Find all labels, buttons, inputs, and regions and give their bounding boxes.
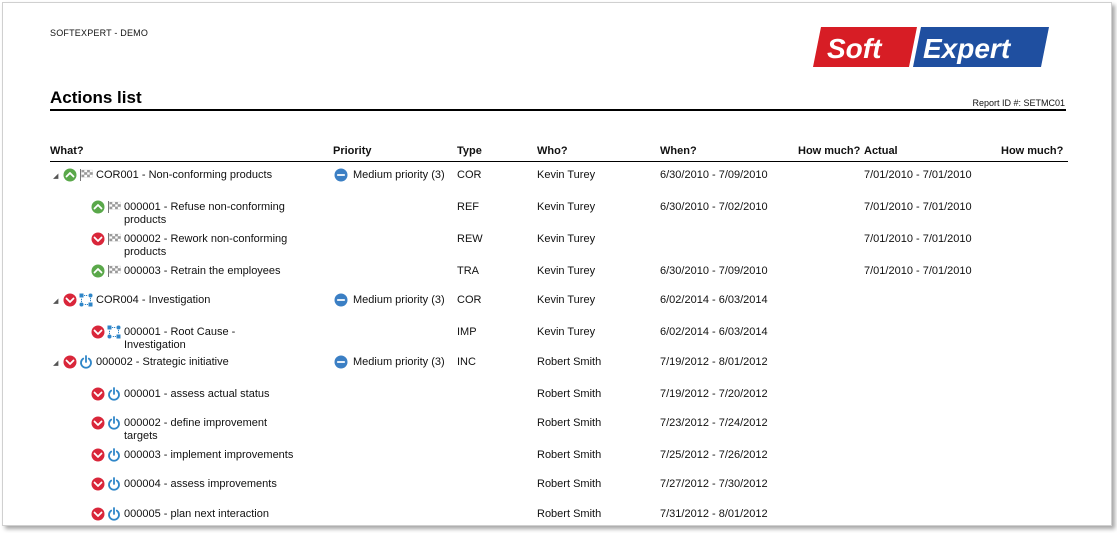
- responsible-value: Robert Smith: [537, 478, 602, 490]
- softexpert-logo: [813, 25, 1053, 71]
- responsible-value: Kevin Turey: [537, 294, 596, 306]
- planned-dates-value: 7/19/2012 - 7/20/2012: [660, 388, 768, 400]
- priority-value: Medium priority (3): [353, 294, 445, 306]
- status-ok-icon: [63, 168, 77, 182]
- action-name[interactable]: 000001 - Refuse non-conforming products: [124, 201, 285, 226]
- report-id: Report ID #: SETMC01: [972, 98, 1065, 108]
- status-late-icon: [91, 416, 105, 430]
- status-late-icon: [63, 355, 77, 369]
- type-value: REF: [457, 201, 479, 213]
- column-header-who: Who?: [537, 145, 568, 157]
- action-name[interactable]: 000001 - assess actual status: [124, 388, 270, 400]
- type-value: REW: [457, 233, 483, 245]
- status-late-icon: [91, 477, 105, 491]
- power-icon: [107, 387, 121, 401]
- action-name[interactable]: 000004 - assess improvements: [124, 478, 277, 490]
- actual-dates-value: 7/01/2010 - 7/01/2010: [864, 265, 972, 277]
- status-late-icon: [91, 507, 105, 521]
- collapse-toggle[interactable]: ◢: [53, 360, 59, 367]
- column-header-how-much-actual: How much?: [1001, 145, 1064, 157]
- responsible-value: Robert Smith: [537, 508, 602, 520]
- action-name[interactable]: 000001 - Root Cause - Investigation: [124, 326, 236, 351]
- action-name[interactable]: 000003 - implement improvements: [124, 449, 294, 461]
- priority-value: Medium priority (3): [353, 169, 445, 181]
- actual-dates-value: 7/01/2010 - 7/01/2010: [864, 169, 972, 181]
- medium-priority-icon: [334, 168, 348, 182]
- column-header-when: When?: [660, 145, 697, 157]
- status-late-icon: [91, 387, 105, 401]
- checkered-flag-icon: [107, 264, 121, 278]
- planned-dates-value: 6/30/2010 - 7/09/2010: [660, 169, 768, 181]
- power-icon: [79, 355, 93, 369]
- planned-dates-value: 7/27/2012 - 7/30/2012: [660, 478, 768, 490]
- action-name[interactable]: 000003 - Retrain the employees: [124, 265, 281, 277]
- investigation-icon: [107, 325, 121, 339]
- actual-dates-value: 7/01/2010 - 7/01/2010: [864, 233, 972, 245]
- type-value: TRA: [457, 265, 479, 277]
- status-late-icon: [91, 232, 105, 246]
- type-value: IMP: [457, 326, 477, 338]
- type-value: INC: [457, 356, 476, 368]
- planned-dates-value: 6/30/2010 - 7/09/2010: [660, 265, 768, 277]
- power-icon: [107, 416, 121, 430]
- power-icon: [107, 507, 121, 521]
- column-header-how-much: How much?: [798, 145, 861, 157]
- planned-dates-value: 7/19/2012 - 8/01/2012: [660, 356, 768, 368]
- planned-dates-value: 6/02/2014 - 6/03/2014: [660, 294, 768, 306]
- medium-priority-icon: [334, 293, 348, 307]
- planned-dates-value: 6/30/2010 - 7/02/2010: [660, 201, 768, 213]
- planned-dates-value: 6/02/2014 - 6/03/2014: [660, 326, 768, 338]
- power-icon: [107, 448, 121, 462]
- checkered-flag-icon: [107, 200, 121, 214]
- responsible-value: Robert Smith: [537, 417, 602, 429]
- collapse-toggle[interactable]: ◢: [53, 173, 59, 180]
- column-header-actual: Actual: [864, 145, 898, 157]
- responsible-value: Robert Smith: [537, 356, 602, 368]
- action-name[interactable]: 000002 - Rework non-conforming products: [124, 233, 288, 258]
- priority-value: Medium priority (3): [353, 356, 445, 368]
- action-name[interactable]: 000002 - define improvement targets: [124, 417, 268, 442]
- checkered-flag-icon: [107, 232, 121, 246]
- status-ok-icon: [91, 264, 105, 278]
- status-late-icon: [91, 448, 105, 462]
- collapse-toggle[interactable]: ◢: [53, 298, 59, 305]
- logo-text-soft: Soft: [827, 33, 882, 64]
- responsible-value: Robert Smith: [537, 449, 602, 461]
- responsible-value: Kevin Turey: [537, 326, 596, 338]
- column-header-priority: Priority: [333, 145, 372, 157]
- planned-dates-value: 7/31/2012 - 8/01/2012: [660, 508, 768, 520]
- investigation-icon: [79, 293, 93, 307]
- type-value: COR: [457, 169, 482, 181]
- report-title: Actions list: [50, 88, 142, 107]
- action-name[interactable]: COR001 - Non-conforming products: [96, 169, 273, 181]
- title-divider: [50, 109, 1066, 111]
- status-late-icon: [91, 325, 105, 339]
- power-icon: [107, 477, 121, 491]
- action-name[interactable]: COR004 - Investigation: [96, 294, 211, 306]
- header-divider: [50, 161, 1068, 162]
- type-value: COR: [457, 294, 482, 306]
- column-header-type: Type: [457, 145, 482, 157]
- report-page: [2, 2, 1112, 526]
- status-late-icon: [63, 293, 77, 307]
- responsible-value: Kevin Turey: [537, 169, 596, 181]
- company-name: SOFTEXPERT - DEMO: [50, 28, 149, 38]
- responsible-value: Kevin Turey: [537, 265, 596, 277]
- responsible-value: Kevin Turey: [537, 233, 596, 245]
- planned-dates-value: 7/25/2012 - 7/26/2012: [660, 449, 768, 461]
- responsible-value: Kevin Turey: [537, 201, 596, 213]
- column-header-what: What?: [50, 145, 84, 157]
- planned-dates-value: 7/23/2012 - 7/24/2012: [660, 417, 768, 429]
- status-ok-icon: [91, 200, 105, 214]
- action-name[interactable]: 000002 - Strategic initiative: [96, 356, 229, 368]
- checkered-flag-icon: [79, 168, 93, 182]
- logo-text-expert: Expert: [923, 33, 1011, 64]
- action-name[interactable]: 000005 - plan next interaction: [124, 508, 269, 520]
- medium-priority-icon: [334, 355, 348, 369]
- actual-dates-value: 7/01/2010 - 7/01/2010: [864, 201, 972, 213]
- responsible-value: Robert Smith: [537, 388, 602, 400]
